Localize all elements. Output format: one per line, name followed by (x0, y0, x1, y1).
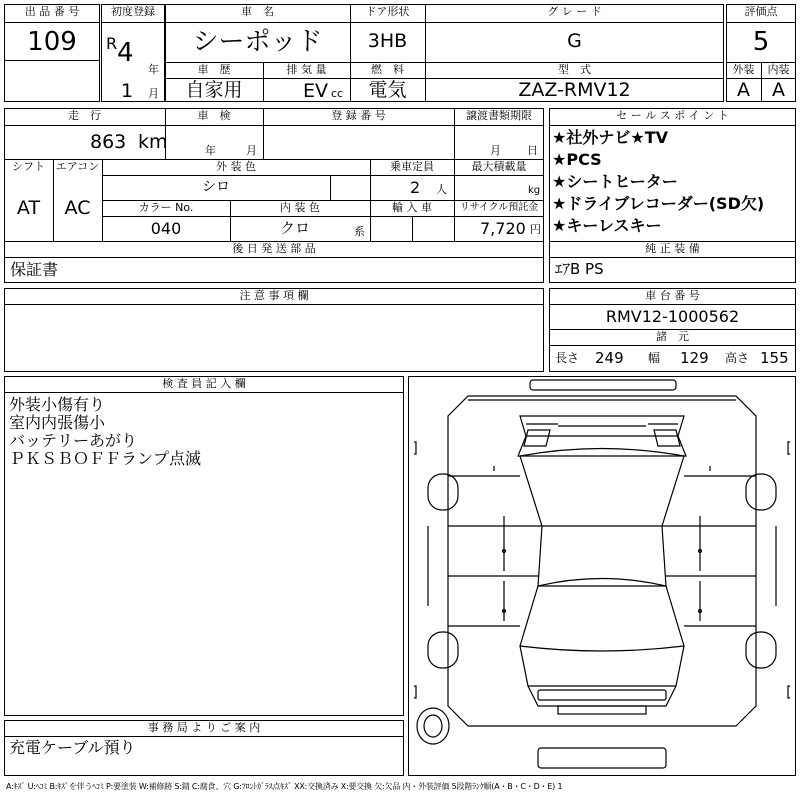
chassis-label: 車 台 番 号 (645, 289, 700, 302)
era-letter: R (106, 34, 118, 53)
car-name-label: 車 名 (241, 5, 274, 18)
office-notice: 充電ケーブル預り (9, 738, 136, 757)
history: 自家用 (185, 79, 243, 101)
displacement-label: 排 気 量 (286, 63, 327, 76)
office-notice-label: 事 務 局 よ り ご 案 内 (147, 721, 261, 734)
later-parts-label: 後 日 発 送 部 品 (232, 242, 316, 255)
score: 5 (752, 27, 770, 57)
mileage-label: 走 行 (68, 109, 101, 122)
inspector-note: 室内内張傷小 (9, 413, 106, 432)
model-label: 型 式 (558, 63, 591, 76)
sales-point-item: ★シートヒーター (552, 172, 678, 191)
length-value: 249 (595, 349, 624, 367)
sales-points-label: セ ー ル ス ポ イ ン ト (616, 109, 729, 122)
history-label: 車 歴 (197, 63, 231, 76)
capacity-label: 乗車定員 (390, 160, 434, 173)
interior-color-label: 内 装 色 (280, 201, 320, 214)
recycle-deposit: 7,720 (480, 219, 526, 238)
max-load-unit: kg (528, 185, 541, 196)
month-unit: 月 (148, 87, 159, 100)
inspection-month-unit: 月 (246, 144, 257, 157)
height-label: 高さ (725, 351, 750, 365)
displacement: EV (303, 80, 329, 102)
length-label: 長さ (555, 351, 580, 365)
transfer-month-unit: 月 (490, 144, 501, 157)
interior-color-unit: 系 (354, 225, 365, 238)
inspection-year-unit: 年 (205, 144, 216, 157)
recycle-unit: 円 (530, 223, 541, 236)
fuel-label: 燃 料 (371, 63, 404, 76)
interior-grade: A (772, 79, 785, 101)
color-number-label: カラー No. (138, 201, 194, 214)
car-name: シーポッド (192, 27, 323, 57)
fuel: 電気 (368, 79, 407, 101)
inspector-note: 外装小傷有り (9, 395, 106, 414)
legend: A:ｷｽﾞ U:ﾍｺﾐ B:ｷｽﾞを伴うﾍｺﾐ P:要塗装 W:補修跡 S:錆 C:腐食、穴 G:ﾌﾛﾝﾄｶﾞﾗｽ点ｷｽﾞ XX:交換済み X:要交換 欠:欠品 内・外装評価 5段階ﾗﾝｸ順(A・B・C・D・E) 1 (6, 782, 563, 791)
grade: G (567, 30, 582, 52)
door-type-label: ドア形状 (365, 5, 410, 18)
genuine-equipment-value: ｴｱB PS (555, 260, 604, 278)
shift: AT (16, 197, 41, 219)
inspector-note: ＰＫＳＢＯＦＦランプ点滅 (9, 449, 202, 468)
width-label: 幅 (648, 351, 661, 365)
sales-point-item: ★社外ナビ★TV (552, 128, 668, 147)
inspector-note: バッテリーあがり (9, 431, 138, 450)
transfer-day-unit: 日 (527, 144, 538, 157)
ac-label: エアコン (55, 160, 100, 173)
interior-grade-label: 内装 (767, 63, 790, 76)
score-label: 評価点 (744, 5, 778, 18)
inspector-label: 検 査 員 記 入 欄 (162, 377, 246, 390)
mileage-unit: km (138, 131, 168, 153)
exterior-color-label: 外 装 色 (216, 160, 256, 173)
lot-number-label: 出 品 番 号 (24, 5, 80, 18)
genuine-equipment-label: 純 正 装 備 (645, 242, 700, 255)
height-value: 155 (760, 349, 789, 367)
caution-label: 注 意 事 項 欄 (239, 289, 309, 302)
first-registration-label: 初度登録 (111, 5, 155, 18)
chassis-number: RMV12-1000562 (605, 307, 740, 326)
later-parts-value: 保証書 (10, 260, 59, 279)
width-value: 129 (680, 349, 709, 367)
sales-point-item: ★PCS (552, 150, 602, 169)
grade-label: グ レ ー ド (547, 5, 602, 18)
max-load-label: 最大積載量 (471, 160, 527, 173)
exterior-color: シロ (202, 179, 230, 195)
recycle-label: リサイクル預託金 (459, 202, 539, 213)
capacity-unit: 人 (436, 183, 447, 196)
plate-label: 登 録 番 号 (331, 109, 386, 122)
mileage: 863 (90, 131, 127, 153)
model-code: ZAZ-RMV12 (518, 79, 631, 101)
interior-color: クロ (280, 219, 311, 237)
transfer-deadline-label: 譲渡書類期限 (466, 109, 532, 122)
import-label: 輸 入 車 (392, 201, 432, 214)
ac: AC (64, 197, 91, 219)
sales-point-item: ★ドライブレコーダー(SD欠) (552, 194, 765, 213)
reg-month: 1 (121, 80, 134, 102)
door-type: 3HB (367, 30, 408, 52)
sales-point-item: ★キーレスキー (552, 216, 662, 235)
capacity: 2 (410, 178, 421, 197)
color-number: 040 (150, 219, 182, 238)
year-unit: 年 (148, 63, 159, 76)
reg-year: 4 (117, 38, 134, 68)
lot-number: 109 (27, 27, 77, 57)
exterior-grade: A (737, 79, 750, 101)
car-diagram (408, 376, 796, 776)
exterior-grade-label: 外装 (732, 63, 755, 76)
spec-label: 諸 元 (656, 330, 689, 343)
inspection-label: 車 検 (197, 109, 231, 122)
displacement-unit: cc (331, 87, 344, 100)
shift-label: シフト (12, 160, 45, 173)
